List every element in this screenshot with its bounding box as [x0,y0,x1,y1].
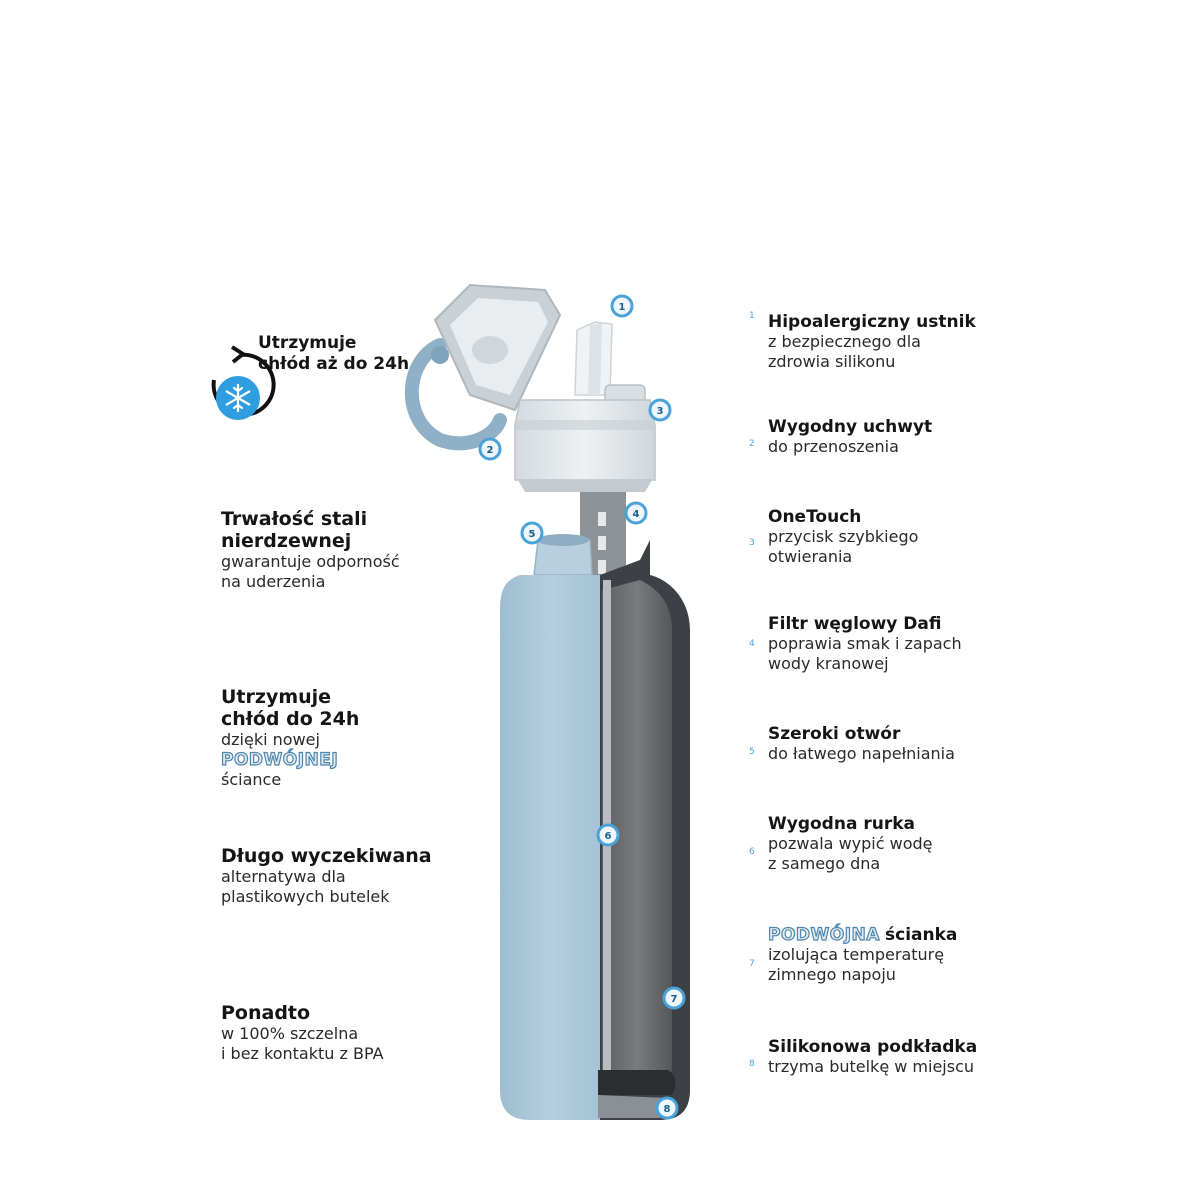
feature-5: Szeroki otwór do łatwego napełniania [768,724,955,763]
left-block-moreover: Ponadto w 100% szczelna i bez kontaktu z BPA [221,1002,384,1063]
svg-text:2: 2 [486,445,494,456]
marker-8 [657,1098,677,1118]
svg-text:3: 3 [656,406,664,417]
badge-text: Utrzymuje chłód aż do 24h [258,333,410,374]
feature-1: Hipoalergiczny ustnik z bezpiecznego dla zdrowia silikonu [768,312,976,371]
marker-5 [522,523,542,543]
feature-8-num: 8 [749,1059,755,1069]
open-lid [431,285,560,410]
feature-6-num: 6 [749,847,755,857]
feature-4-num: 4 [749,639,755,649]
feature-3-num: 3 [749,538,755,548]
feature-2: Wygodny uchwyt do przenoszenia [768,417,933,456]
left-block-cold: Utrzymuje chłód do 24h dzięki nowej PODWÓJNEJ ściance [221,686,360,789]
bottle-body [500,575,600,1120]
feature-4: Filtr węglowy Dafi poprawia smak i zapach wody kranowej [768,614,962,673]
feature-7: PODWÓJNA ścianka izolująca temperaturę zimnego napoju [768,925,958,984]
marker-4 [626,503,646,523]
marker-6 [598,825,618,845]
svg-text:6: 6 [604,831,612,842]
feature-5-num: 5 [749,747,755,757]
svg-text:5: 5 [528,529,536,540]
feature-2-num: 2 [749,439,755,449]
svg-text:7: 7 [670,994,678,1005]
marker-7 [664,988,684,1008]
marker-3 [650,400,670,420]
svg-text:8: 8 [663,1104,671,1115]
left-block-steel: Trwałość stali nierdzewnej gwarantuje odporność na uderzenia [221,508,400,591]
feature-7-num: 7 [749,959,755,969]
silicone-pad [598,1070,675,1095]
left-block-alternative: Długo wyczekiwana alternatywa dla plastikowych butelek [221,845,432,906]
feature-6: Wygodna rurka pozwala wypić wodę z samego dna [768,814,933,873]
feature-8: Silikonowa podkładka trzyma butelkę w miejscu [768,1037,978,1076]
feature-3: OneTouch przycisk szybkiego otwierania [768,507,919,566]
marker-2 [480,439,500,459]
cap [515,400,655,492]
mouthpiece [575,322,612,395]
svg-text:1: 1 [618,302,626,313]
marker-1 [612,296,632,316]
feature-1-num: 1 [749,311,755,321]
svg-text:4: 4 [632,509,640,520]
